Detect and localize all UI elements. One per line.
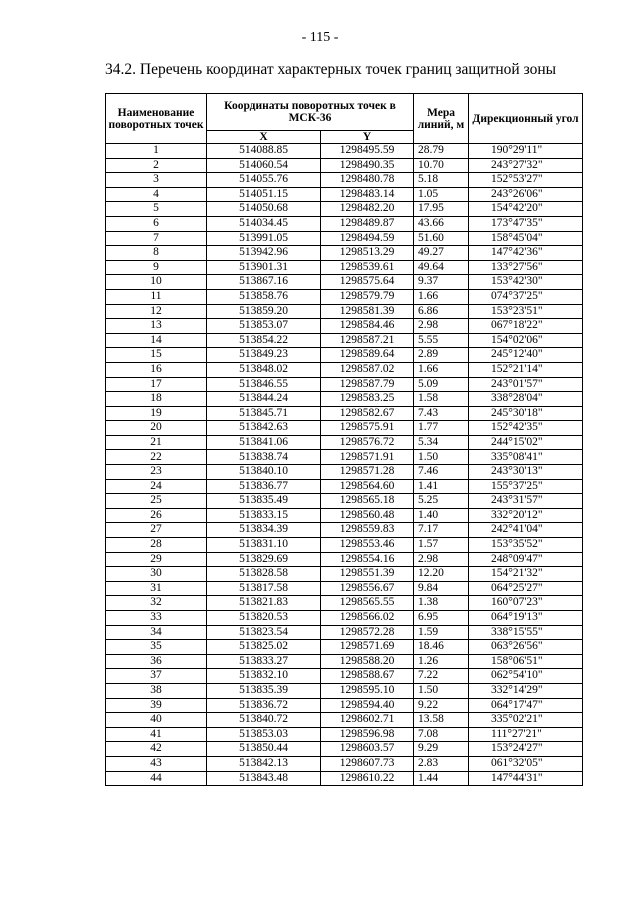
table-row [106,625,583,640]
table-row [106,465,583,480]
cell-measure: 1.44 [414,771,469,786]
table-row [106,260,583,275]
cell-angle: 062°54'10" [469,669,583,684]
cell-y: 1298556.67 [321,581,414,596]
cell-point: 13 [106,319,207,334]
coordinates-table [105,93,583,786]
cell-measure: 5.18 [414,173,469,188]
cell-x: 513836.72 [207,698,321,713]
cell-y: 1298603.57 [321,742,414,757]
cell-y: 1298495.59 [321,144,414,159]
cell-angle: 158°45'04" [469,231,583,246]
cell-y: 1298559.83 [321,523,414,538]
cell-angle: 245°12'40" [469,348,583,363]
cell-angle: 338°28'04" [469,392,583,407]
cell-point: 42 [106,742,207,757]
cell-angle: 147°42'36" [469,246,583,261]
cell-measure: 49.64 [414,260,469,275]
cell-point: 34 [106,625,207,640]
table-row [106,742,583,757]
cell-angle: 064°17'47" [469,698,583,713]
cell-measure: 1.26 [414,654,469,669]
cell-angle: 064°19'13" [469,611,583,626]
cell-measure: 10.70 [414,158,469,173]
cell-point: 14 [106,333,207,348]
cell-point: 22 [106,450,207,465]
cell-measure: 1.50 [414,450,469,465]
section-heading: 34.2. Перечень координат характерных точек границ защитной зоны [105,61,557,78]
cell-x: 514034.45 [207,216,321,231]
cell-point: 10 [106,275,207,290]
cell-measure: 1.40 [414,508,469,523]
cell-point: 6 [106,216,207,231]
cell-y: 1298490.35 [321,158,414,173]
cell-measure: 7.22 [414,669,469,684]
cell-x: 514055.76 [207,173,321,188]
cell-measure: 1.38 [414,596,469,611]
cell-x: 514051.15 [207,187,321,202]
cell-x: 513845.71 [207,406,321,421]
cell-angle: 133°27'56" [469,260,583,275]
table-row [106,319,583,334]
cell-x: 513833.27 [207,654,321,669]
cell-y: 1298576.72 [321,435,414,450]
cell-y: 1298539.61 [321,260,414,275]
table-row [106,275,583,290]
table-row [106,654,583,669]
table-row [106,202,583,217]
cell-y: 1298584.46 [321,319,414,334]
cell-point: 8 [106,246,207,261]
cell-y: 1298607.73 [321,756,414,771]
cell-x: 513840.10 [207,465,321,480]
cell-measure: 1.50 [414,683,469,698]
table-row [106,158,583,173]
header-coordinates: Координаты поворотных точек в МСК-36 [207,94,414,131]
cell-point: 28 [106,538,207,553]
cell-x: 513841.06 [207,435,321,450]
cell-point: 15 [106,348,207,363]
cell-angle: 158°06'51" [469,654,583,669]
cell-measure: 1.41 [414,479,469,494]
cell-point: 18 [106,392,207,407]
cell-measure: 51.60 [414,231,469,246]
cell-angle: 243°01'57" [469,377,583,392]
cell-measure: 1.58 [414,392,469,407]
cell-x: 513901.31 [207,260,321,275]
cell-measure: 9.29 [414,742,469,757]
cell-angle: 154°02'06" [469,333,583,348]
cell-y: 1298587.79 [321,377,414,392]
cell-angle: 153°23'51" [469,304,583,319]
cell-point: 19 [106,406,207,421]
cell-y: 1298589.64 [321,348,414,363]
cell-x: 513833.15 [207,508,321,523]
cell-point: 29 [106,552,207,567]
cell-point: 40 [106,713,207,728]
cell-measure: 5.34 [414,435,469,450]
table-row [106,231,583,246]
cell-measure: 5.25 [414,494,469,509]
cell-x: 513835.49 [207,494,321,509]
cell-measure: 1.05 [414,187,469,202]
cell-measure: 7.08 [414,727,469,742]
cell-angle: 242°41'04" [469,523,583,538]
cell-angle: 160°07'23" [469,596,583,611]
table-row [106,713,583,728]
cell-point: 41 [106,727,207,742]
cell-x: 514050.68 [207,202,321,217]
cell-y: 1298587.02 [321,362,414,377]
cell-x: 513823.54 [207,625,321,640]
cell-angle: 074°37'25" [469,289,583,304]
cell-x: 513858.76 [207,289,321,304]
cell-angle: 190°29'11" [469,144,583,159]
cell-x: 514088.85 [207,144,321,159]
cell-point: 5 [106,202,207,217]
cell-angle: 338°15'55" [469,625,583,640]
cell-angle: 061°32'05" [469,756,583,771]
cell-point: 25 [106,494,207,509]
cell-y: 1298582.67 [321,406,414,421]
cell-point: 21 [106,435,207,450]
header-point-name: Наименование поворотных точек [106,94,207,144]
cell-measure: 13.58 [414,713,469,728]
table-row [106,304,583,319]
cell-measure: 1.57 [414,538,469,553]
cell-point: 26 [106,508,207,523]
cell-y: 1298513.29 [321,246,414,261]
cell-point: 1 [106,144,207,159]
table-body [106,144,583,786]
cell-measure: 2.98 [414,319,469,334]
cell-point: 36 [106,654,207,669]
cell-measure: 17.95 [414,202,469,217]
cell-point: 23 [106,465,207,480]
cell-x: 513831.10 [207,538,321,553]
cell-measure: 6.86 [414,304,469,319]
cell-x: 513849.23 [207,348,321,363]
cell-measure: 2.98 [414,552,469,567]
cell-y: 1298482.20 [321,202,414,217]
cell-point: 3 [106,173,207,188]
table-row [106,450,583,465]
cell-angle: 153°35'52" [469,538,583,553]
cell-x: 513853.07 [207,319,321,334]
table-row [106,552,583,567]
table-row [106,173,583,188]
cell-x: 513832.10 [207,669,321,684]
cell-y: 1298610.22 [321,771,414,786]
cell-measure: 1.66 [414,289,469,304]
table-row [106,333,583,348]
cell-x: 513854.22 [207,333,321,348]
cell-y: 1298581.39 [321,304,414,319]
cell-angle: 248°09'47" [469,552,583,567]
table-row [106,144,583,159]
table-row [106,187,583,202]
cell-x: 513853.03 [207,727,321,742]
table-row [106,567,583,582]
cell-angle: 152°53'27" [469,173,583,188]
table-row [106,348,583,363]
header-line-measure: Мера линий, м [414,94,469,144]
table-row [106,640,583,655]
cell-point: 27 [106,523,207,538]
cell-x: 513834.39 [207,523,321,538]
cell-y: 1298587.21 [321,333,414,348]
table-row [106,683,583,698]
cell-x: 513820.53 [207,611,321,626]
cell-angle: 243°30'13" [469,465,583,480]
cell-angle: 147°44'31" [469,771,583,786]
table-row [106,581,583,596]
cell-x: 513859.20 [207,304,321,319]
cell-angle: 153°42'30" [469,275,583,290]
table-row [106,611,583,626]
cell-y: 1298566.02 [321,611,414,626]
cell-y: 1298588.67 [321,669,414,684]
cell-measure: 49.27 [414,246,469,261]
cell-measure: 9.22 [414,698,469,713]
cell-x: 513836.77 [207,479,321,494]
table-row [106,494,583,509]
cell-point: 7 [106,231,207,246]
cell-point: 2 [106,158,207,173]
table-row [106,596,583,611]
table-row [106,362,583,377]
cell-x: 513835.39 [207,683,321,698]
table-row [106,698,583,713]
cell-measure: 1.66 [414,362,469,377]
table-row [106,289,583,304]
cell-angle: 244°15'02" [469,435,583,450]
cell-y: 1298571.28 [321,465,414,480]
cell-y: 1298594.40 [321,698,414,713]
cell-measure: 28.79 [414,144,469,159]
table-row [106,435,583,450]
cell-measure: 7.46 [414,465,469,480]
cell-point: 44 [106,771,207,786]
cell-x: 513848.02 [207,362,321,377]
cell-y: 1298565.55 [321,596,414,611]
cell-point: 37 [106,669,207,684]
cell-point: 16 [106,362,207,377]
cell-y: 1298483.14 [321,187,414,202]
cell-y: 1298596.98 [321,727,414,742]
cell-measure: 6.95 [414,611,469,626]
cell-angle: 245°30'18" [469,406,583,421]
header-y: Y [321,131,414,144]
cell-angle: 243°27'32" [469,158,583,173]
cell-x: 513846.55 [207,377,321,392]
cell-measure: 2.89 [414,348,469,363]
cell-angle: 152°21'14" [469,362,583,377]
cell-point: 12 [106,304,207,319]
cell-angle: 332°20'12" [469,508,583,523]
cell-point: 11 [106,289,207,304]
table-row [106,421,583,436]
cell-point: 30 [106,567,207,582]
cell-point: 33 [106,611,207,626]
cell-point: 9 [106,260,207,275]
cell-measure: 18.46 [414,640,469,655]
table-row [106,377,583,392]
cell-y: 1298583.25 [321,392,414,407]
cell-measure: 7.17 [414,523,469,538]
cell-angle: 063°26'56" [469,640,583,655]
cell-y: 1298564.60 [321,479,414,494]
cell-point: 4 [106,187,207,202]
cell-angle: 335°08'41" [469,450,583,465]
cell-x: 513991.05 [207,231,321,246]
cell-y: 1298553.46 [321,538,414,553]
cell-y: 1298595.10 [321,683,414,698]
cell-measure: 9.84 [414,581,469,596]
cell-measure: 43.66 [414,216,469,231]
cell-x: 513850.44 [207,742,321,757]
header-direction-angle: Дирекционный угол [469,94,583,144]
cell-angle: 173°47'35" [469,216,583,231]
cell-angle: 154°21'32" [469,567,583,582]
cell-y: 1298571.69 [321,640,414,655]
cell-point: 35 [106,640,207,655]
cell-measure: 7.43 [414,406,469,421]
cell-angle: 111°27'21" [469,727,583,742]
cell-point: 20 [106,421,207,436]
cell-y: 1298588.20 [321,654,414,669]
cell-y: 1298494.59 [321,231,414,246]
cell-point: 43 [106,756,207,771]
cell-angle: 243°26'06" [469,187,583,202]
cell-x: 513842.13 [207,756,321,771]
cell-point: 31 [106,581,207,596]
cell-y: 1298565.18 [321,494,414,509]
cell-x: 513840.72 [207,713,321,728]
cell-y: 1298571.91 [321,450,414,465]
cell-y: 1298579.79 [321,289,414,304]
table-row [106,523,583,538]
cell-x: 514060.54 [207,158,321,173]
cell-x: 513844.24 [207,392,321,407]
cell-point: 39 [106,698,207,713]
cell-measure: 1.59 [414,625,469,640]
cell-x: 513942.96 [207,246,321,261]
cell-angle: 154°42'20" [469,202,583,217]
cell-y: 1298572.28 [321,625,414,640]
cell-point: 38 [106,683,207,698]
table-row [106,392,583,407]
cell-point: 24 [106,479,207,494]
cell-x: 513842.63 [207,421,321,436]
table-row [106,508,583,523]
table-row [106,406,583,421]
cell-measure: 5.09 [414,377,469,392]
cell-x: 513867.16 [207,275,321,290]
cell-x: 513829.69 [207,552,321,567]
cell-y: 1298560.48 [321,508,414,523]
cell-angle: 067°18'22" [469,319,583,334]
table-row [106,727,583,742]
cell-angle: 243°31'57" [469,494,583,509]
cell-point: 32 [106,596,207,611]
cell-y: 1298575.91 [321,421,414,436]
cell-measure: 2.83 [414,756,469,771]
cell-angle: 332°14'29" [469,683,583,698]
cell-angle: 155°37'25" [469,479,583,494]
cell-y: 1298554.16 [321,552,414,567]
cell-measure: 1.77 [414,421,469,436]
cell-angle: 153°24'27" [469,742,583,757]
table-row [106,538,583,553]
table-row [106,756,583,771]
cell-y: 1298480.78 [321,173,414,188]
cell-measure: 9.37 [414,275,469,290]
cell-point: 17 [106,377,207,392]
cell-angle: 152°42'35" [469,421,583,436]
cell-x: 513828.58 [207,567,321,582]
cell-x: 513821.83 [207,596,321,611]
cell-x: 513825.02 [207,640,321,655]
cell-y: 1298602.71 [321,713,414,728]
cell-angle: 064°25'27" [469,581,583,596]
cell-angle: 335°02'21" [469,713,583,728]
cell-measure: 5.55 [414,333,469,348]
table-row [106,771,583,786]
cell-y: 1298575.64 [321,275,414,290]
cell-x: 513843.48 [207,771,321,786]
table-row [106,246,583,261]
table-row [106,479,583,494]
table-row [106,216,583,231]
header-x: X [207,131,321,144]
cell-x: 513817.58 [207,581,321,596]
table-row [106,669,583,684]
cell-measure: 12.20 [414,567,469,582]
cell-y: 1298489.87 [321,216,414,231]
cell-x: 513838.74 [207,450,321,465]
cell-y: 1298551.39 [321,567,414,582]
page-number: - 115 - [301,30,339,45]
